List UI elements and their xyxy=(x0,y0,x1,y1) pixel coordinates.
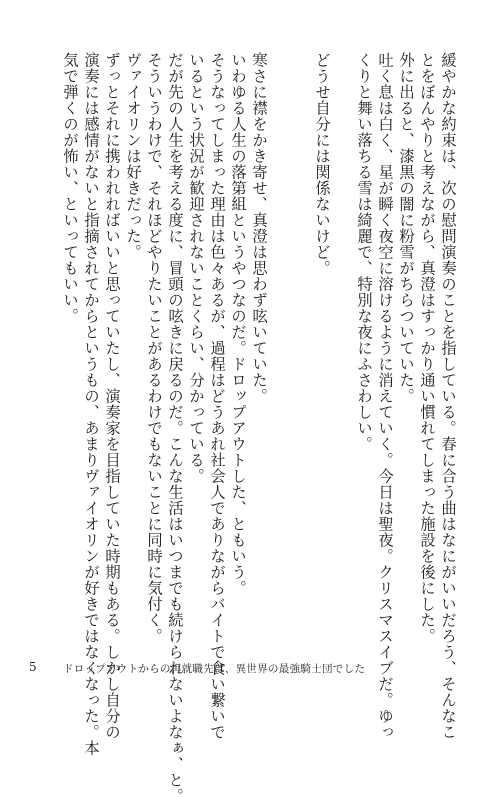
text-column: いるという状況が歓迎されないことくらい、分かっている。 xyxy=(187,52,205,484)
page-number: 5 xyxy=(29,660,37,674)
text-column: とをぼんやりと考えながら、真澄はすっかり通い慣れてしまった施設を後にした。 xyxy=(418,52,436,644)
text-column xyxy=(334,52,351,652)
text-column: 緩やかな約束は、次の慰問演奏のことを指している。春に合う曲はなにがいいだろう、そんなこ xyxy=(439,52,457,740)
text-column: 外に出ると、漆黒の闇に粉雪がちらついていた。 xyxy=(397,52,415,404)
text-column: いわゆる人生の落第組というやつなのだ。ドロップアウトした、ともいう。 xyxy=(229,52,247,596)
text-column: ヴァイオリンは好きだった。 xyxy=(124,52,142,260)
running-footer-title: ドロップアウトからの再就職先は、異世界の最強騎士団でした xyxy=(63,663,366,675)
text-column xyxy=(292,52,309,652)
text-column: 吐く息は白く、星が瞬く夜空に溶けるように消えていく。今日は聖夜。クリスマスイブだ。ゆっ xyxy=(376,52,394,740)
text-column: ずっとそれに携われればいいと思っていたし、演奏家を目指していた時期もある。しかし自分の xyxy=(103,52,121,740)
text-column: くりと舞い落ちる雪は綺麗で、特別な夜にふさわしい。 xyxy=(355,52,373,452)
text-column: 演奏には感情がないと指摘されてからというもの、あまりヴァイオリンが好きではなくなった。本 xyxy=(82,52,100,756)
text-column: そうなってしまった理由は色々あるが、過程はどうあれ社会人でありながらバイトで食い繋いで xyxy=(208,52,226,740)
text-column: そういうわけで、それほどやりたいことがあるわけでもないことに同時に気付く。 xyxy=(145,52,163,644)
text-column: 気で弾くのが怖い、といってもいい。 xyxy=(61,52,79,324)
text-column: どうせ自分には関係ないけど。 xyxy=(313,52,331,276)
text-column xyxy=(271,52,288,652)
text-column: 寒さに襟をかき寄せ、真澄は思わず呟いていた。 xyxy=(250,52,268,404)
text-column: だが先の人生を考える度に、冒頭の呟きに戻るのだ。こんな生活はいつまでも続けられないよなぁ、と。 xyxy=(166,52,184,804)
